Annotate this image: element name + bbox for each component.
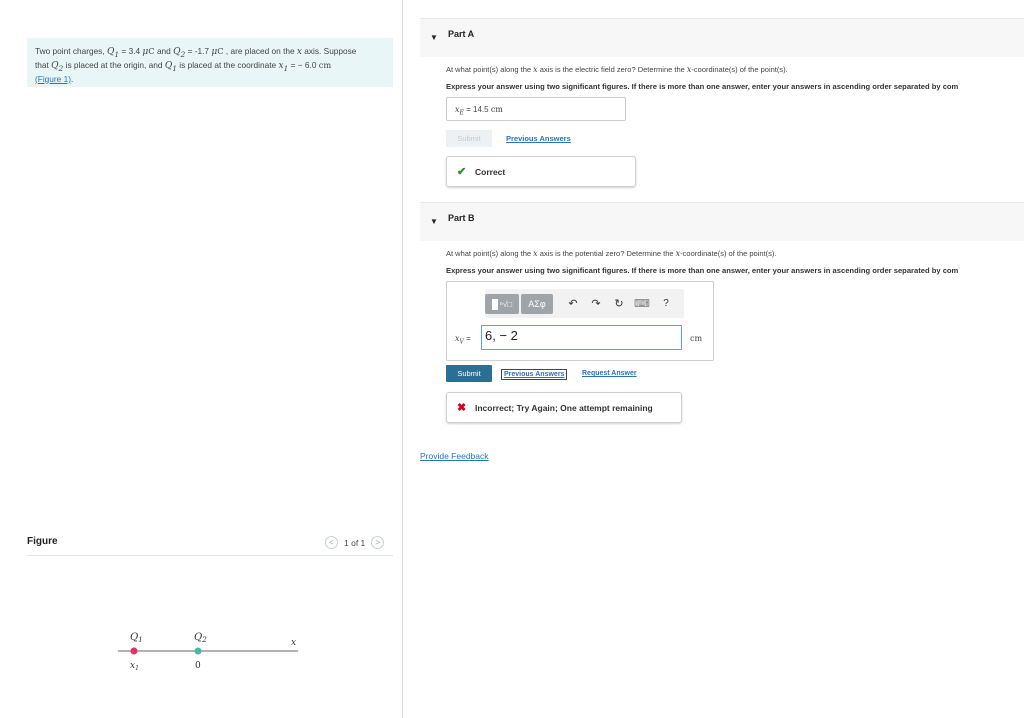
q2-label: $Q_2$ <box>194 632 207 644</box>
provide-feedback-link[interactable]: Provide Feedback <box>420 451 489 461</box>
charges-figure <box>110 622 310 677</box>
request-answer-link[interactable]: Request Answer <box>582 370 637 377</box>
left-panel <box>0 0 403 718</box>
part-b-variable-label: $x_V$ = <box>455 334 471 346</box>
part-a-instruction: Express your answer using two significant figures. If there is more than one answer, enter your answers in ascending order separated by com <box>446 82 959 91</box>
q2-symbol: $Q_2$ <box>173 47 186 59</box>
pager-next-button[interactable]: > <box>371 536 384 549</box>
part-b-header[interactable] <box>420 202 1024 241</box>
greek-symbols-button[interactable]: ΑΣφ <box>521 294 553 314</box>
part-b-feedback-text: Incorrect; Try Again; One attempt remaining <box>475 403 653 413</box>
part-a-submit-button: Submit <box>446 130 492 147</box>
figure-title: Figure <box>27 536 58 547</box>
collapse-part-a-icon[interactable]: ▼ <box>430 33 438 42</box>
part-b-label: Part B <box>448 213 475 223</box>
q2-charge-dot <box>195 648 202 655</box>
part-a-feedback <box>446 156 636 187</box>
help-icon[interactable]: ? <box>663 298 669 309</box>
problem-statement: Two point charges, $Q_1 = 3.4$ μC and $Q_2 = -1.7$ μC , are placed on the x axis. Suppose that $Q_2$ is placed at the origin, and $Q_1$ is placed at the coordinate $x_1$ = − 6.0 cm (Figure 1). <box>27 38 393 87</box>
keyboard-icon[interactable]: ⌨ <box>634 298 650 310</box>
part-a-question: At what point(s) along the x axis is the electric field zero? Determine the x-coordinate(s) of the point(s). <box>446 65 788 74</box>
part-b-feedback <box>446 392 682 423</box>
sqrt-template-icon: ⁿ√□ <box>499 299 513 309</box>
part-a-label: Part A <box>448 29 475 39</box>
figure-divider <box>27 555 393 556</box>
figure-pager <box>325 536 384 549</box>
templates-button[interactable] <box>485 294 519 314</box>
template-block-icon <box>492 299 498 310</box>
checkmark-icon: ✔ <box>457 166 467 178</box>
x1-tick-label: $x_1$ <box>130 661 139 672</box>
part-b-question: At what point(s) along the x axis is the potential zero? Determine the x-coordinate(s) of the point(s). <box>446 249 777 258</box>
x-axis-label: x <box>291 638 297 648</box>
math-toolbar <box>485 289 684 318</box>
part-b-previous-answers-link[interactable]: Previous Answers <box>501 369 567 380</box>
part-a-answer-field: $x_E = 14.5$ cm <box>446 97 626 121</box>
undo-icon[interactable]: ↶ <box>568 298 578 310</box>
part-a-feedback-text: Correct <box>475 167 506 177</box>
redo-icon[interactable]: ↷ <box>591 298 601 310</box>
pager-prev-button[interactable]: < <box>325 536 338 549</box>
q1-charge-dot <box>131 648 138 655</box>
part-b-submit-button[interactable]: Submit <box>446 365 492 382</box>
q1-symbol: $Q_1$ <box>106 47 120 59</box>
part-b-instruction: Express your answer using two significant figures. If there is more than one answer, enter your answers in ascending order separated by com <box>446 266 959 275</box>
part-b-unit: cm <box>690 334 703 343</box>
collapse-part-b-icon[interactable]: ▼ <box>430 217 438 226</box>
part-a-previous-answers-link[interactable]: Previous Answers <box>506 134 571 143</box>
part-b-answer-input[interactable]: 6, − 2 <box>481 325 682 350</box>
x-mark-icon: ✖ <box>457 402 467 414</box>
figure-link[interactable]: (Figure 1) <box>35 73 71 84</box>
pager-count: 1 of 1 <box>344 537 366 548</box>
q1-label: $Q_1$ <box>130 632 143 644</box>
zero-tick-label: 0 <box>195 661 201 671</box>
reset-icon[interactable]: ↻ <box>614 298 624 310</box>
math-answer-editor <box>446 281 714 361</box>
part-a-header[interactable] <box>420 18 1024 57</box>
